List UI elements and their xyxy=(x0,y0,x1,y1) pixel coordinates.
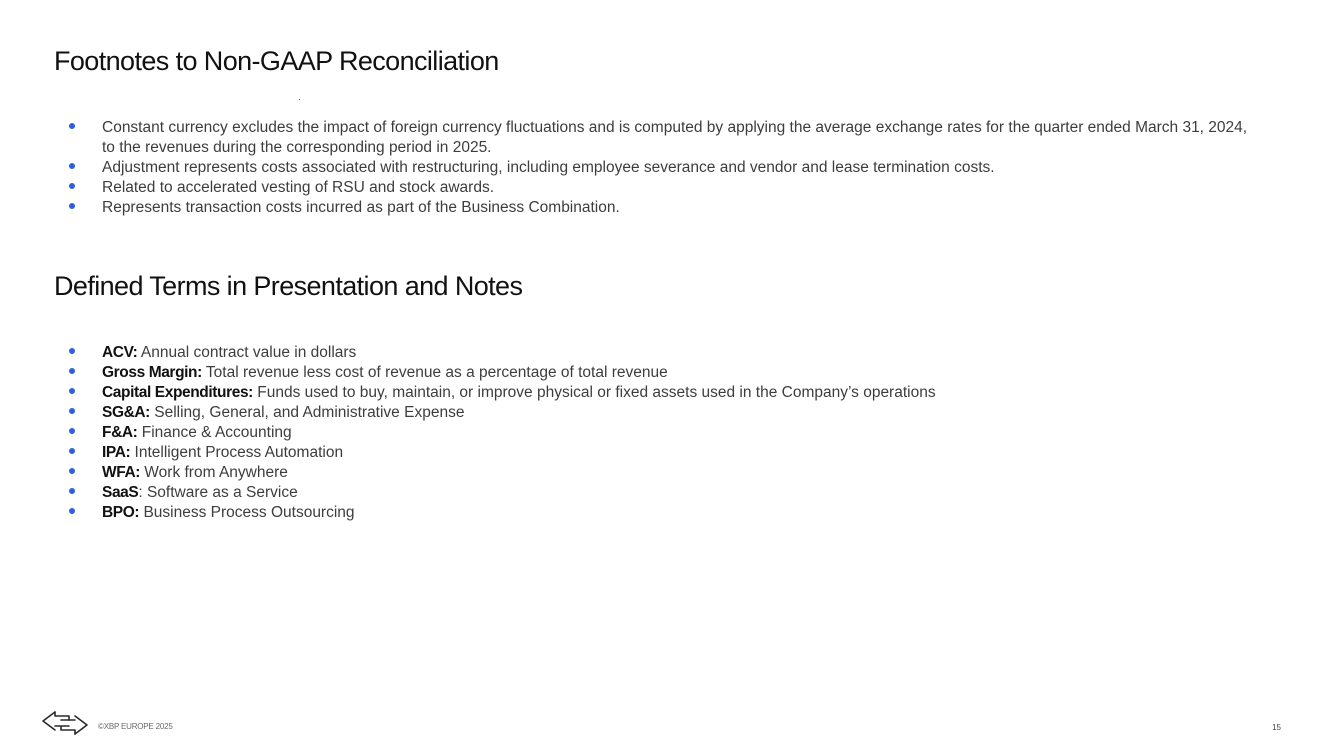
bullet-icon xyxy=(69,488,75,494)
defined-terms-list xyxy=(0,343,1333,523)
bullet-icon xyxy=(69,448,75,454)
term-item xyxy=(0,503,1333,523)
term-name: SaaS xyxy=(102,484,139,501)
bullet-icon xyxy=(69,123,75,129)
term-definition: : Software as a Service xyxy=(138,484,298,501)
footnote-item xyxy=(0,118,1333,158)
bullet-icon xyxy=(69,388,75,394)
bullet-icon xyxy=(69,508,75,514)
footnote-text: Represents transaction costs incurred as part of the Business Combination. xyxy=(102,199,620,216)
term-definition: Selling, General, and Administrative Expense xyxy=(149,404,465,421)
term-item xyxy=(0,363,1333,383)
footnote-item xyxy=(0,178,1333,198)
footnote-item xyxy=(0,198,1333,218)
term-item xyxy=(0,403,1333,423)
bullet-icon xyxy=(69,183,75,189)
bullet-icon xyxy=(69,368,75,374)
footnote-text: Constant currency excludes the impact of foreign currency fluctuations and is computed by applying the average exchange rates for the quarter ended March 31, 2024, to the revenues during the corresponding period in 2025. xyxy=(102,119,1248,156)
term-definition: Intelligent Process Automation xyxy=(130,444,344,461)
term-name: Gross Margin: xyxy=(102,364,202,381)
term-name: F&A: xyxy=(102,424,138,441)
footnotes-list xyxy=(0,118,1333,218)
term-name: ACV: xyxy=(102,344,138,361)
bullet-icon xyxy=(69,163,75,169)
bullet-icon xyxy=(69,408,75,414)
term-definition: Work from Anywhere xyxy=(140,464,288,481)
term-name: SG&A: xyxy=(102,404,150,421)
term-item xyxy=(0,343,1333,363)
bullet-icon xyxy=(69,203,75,209)
term-item xyxy=(0,423,1333,443)
term-item xyxy=(0,443,1333,463)
defined-terms-title: Defined Terms in Presentation and Notes xyxy=(54,271,523,301)
footer-copyright: ©XBP EUROPE 2025 xyxy=(98,722,173,731)
term-name: Capital Expenditures: xyxy=(102,384,253,401)
term-definition: Business Process Outsourcing xyxy=(139,504,355,521)
bullet-icon xyxy=(69,348,75,354)
footnote-text: Related to accelerated vesting of RSU and stock awards. xyxy=(102,179,495,196)
term-item xyxy=(0,383,1333,403)
stray-dot xyxy=(299,99,300,100)
term-definition: Total revenue less cost of revenue as a percentage of total revenue xyxy=(201,364,668,381)
bullet-icon xyxy=(69,428,75,434)
term-name: IPA: xyxy=(102,444,131,461)
term-definition: Finance & Accounting xyxy=(137,424,292,441)
term-item xyxy=(0,463,1333,483)
bullet-icon xyxy=(69,468,75,474)
footnotes-title: Footnotes to Non-GAAP Reconciliation xyxy=(54,46,499,76)
term-name: BPO: xyxy=(102,504,140,521)
page-number: 15 xyxy=(1272,723,1281,732)
xbp-logo-icon xyxy=(41,707,89,739)
footnote-item xyxy=(0,158,1333,178)
footnote-text: Adjustment represents costs associated with restructuring, including employee severance and vendor and lease termination costs. xyxy=(102,159,995,176)
term-item xyxy=(0,483,1333,503)
term-name: WFA: xyxy=(102,464,140,481)
term-definition: Funds used to buy, maintain, or improve physical or fixed assets used in the Company’s operations xyxy=(252,384,936,401)
term-definition: Annual contract value in dollars xyxy=(137,344,357,361)
